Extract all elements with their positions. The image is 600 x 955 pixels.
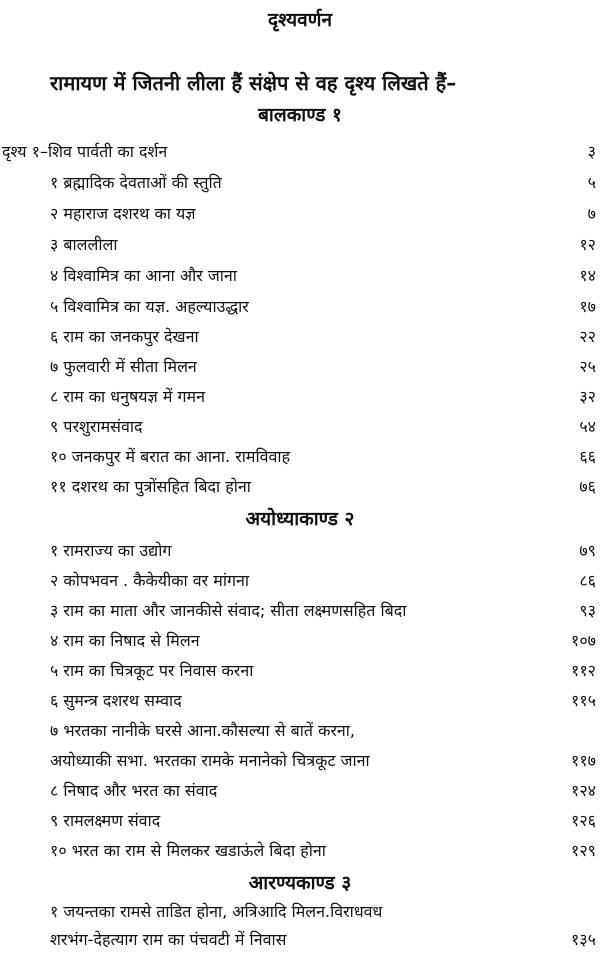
toc-row-page: १२ <box>579 235 596 254</box>
toc-row-label: ४ विश्वामित्र का आना और जाना <box>50 266 237 285</box>
toc-row <box>0 596 600 626</box>
toc-row-label: ३ राम का माता और जानकीसे संवाद; सीता लक्ष्मणसहित बिदा <box>50 601 407 620</box>
toc-row-page: ८६ <box>579 571 596 590</box>
toc-row <box>0 137 600 167</box>
toc-row-label: दृश्य १–शिव पार्वती का दर्शन <box>2 142 168 161</box>
toc-row-label: ८ राम का धनुषयज्ञ में गमन <box>50 387 205 406</box>
toc-row-label: ८ निषाद और भरत का संवाद <box>50 781 218 800</box>
toc-row <box>0 230 600 260</box>
toc-row-label: ९ परशुरामसंवाद <box>50 417 143 436</box>
toc-row <box>0 686 600 716</box>
section-heading-balkand: बालकाण्ड १ <box>258 104 342 126</box>
toc-row <box>0 626 600 656</box>
toc-row <box>0 925 600 955</box>
page-title: दृश्यवर्णन <box>267 9 333 31</box>
toc-row-page: ३ <box>587 142 596 161</box>
toc-row-label: ७ फुलवारी में सीता मिलन <box>50 357 197 376</box>
toc-row <box>0 746 600 776</box>
toc-row <box>0 382 600 412</box>
toc-row-page: १२४ <box>571 781 596 800</box>
toc-row-label: २ कोपभवन . कैकेयीका वर मांगना <box>50 571 249 590</box>
toc-row-page: २५ <box>579 357 596 376</box>
page-subtitle: रामायण में जितनी लीला हैं संक्षेप से वह दृश्य लिखते हैं– <box>50 71 457 95</box>
toc-row <box>0 566 600 596</box>
toc-row-label: १ रामराज्य का उद्योग <box>50 541 172 560</box>
toc-row-label: १० जनकपुर में बरात का आना. रामविवाह <box>50 447 291 466</box>
toc-row <box>0 322 600 352</box>
toc-row-page: ११७ <box>571 751 596 770</box>
toc-row-page: ९३ <box>579 601 596 620</box>
toc-row <box>0 897 600 927</box>
toc-row <box>0 806 600 836</box>
toc-row <box>0 352 600 382</box>
toc-row <box>0 536 600 566</box>
toc-row-page: ३२ <box>579 387 596 406</box>
toc-row-page: १२९ <box>571 841 596 860</box>
toc-row-page: ७९ <box>579 541 596 560</box>
toc-row <box>0 472 600 502</box>
toc-row-label: ६ सुमन्त्र दशरथ सम्वाद <box>50 691 182 710</box>
toc-row-label: ५ विश्वामित्र का यज्ञ. अहल्याउद्धार <box>50 297 249 316</box>
toc-row-label: १ जयन्तका रामसे ताडित होना, अत्रिआदि मिलन.विराधवध <box>50 902 383 921</box>
toc-row-page: ७ <box>587 204 596 223</box>
toc-row-page: ११५ <box>571 691 596 710</box>
toc-row <box>0 292 600 322</box>
toc-row-page: १७ <box>579 297 596 316</box>
toc-row-page: ५ <box>587 173 596 192</box>
section-heading-aranyakand: आरण्यकाण्ड ३ <box>248 872 352 894</box>
toc-row-page: ६६ <box>579 447 596 466</box>
section-heading-ayodhyakand: अयोध्याकाण्ड २ <box>245 508 355 530</box>
toc-row <box>0 656 600 686</box>
toc-row-label: ७ भरतका नानीके घरसे आना.कौसल्या से बातें करना, <box>50 721 356 740</box>
toc-row-label: ६ राम का जनकपुर देखना <box>50 327 199 346</box>
toc-row-page: १३५ <box>571 930 596 949</box>
toc-row <box>0 261 600 291</box>
toc-row-label: शरभंग-देहत्याग राम का पंचवटी में निवास <box>50 930 287 949</box>
toc-row-label: ५ राम का चित्रकूट पर निवास करना <box>50 661 254 680</box>
toc-row <box>0 716 600 746</box>
toc-row <box>0 168 600 198</box>
toc-row <box>0 199 600 229</box>
toc-row <box>0 836 600 866</box>
toc-row-label: १० भरत का राम से मिलकर खडाऊंले बिदा होना <box>50 841 326 860</box>
toc-row-label: २ महाराज दशरथ का यज्ञ <box>50 204 196 223</box>
toc-row-label: ४ राम का निषाद से मिलन <box>50 631 200 650</box>
toc-row <box>0 442 600 472</box>
toc-row-label: १ ब्रह्मादिक देवताओं की स्तुति <box>50 173 222 192</box>
toc-row-page: १४ <box>579 266 596 285</box>
toc-row-label: ९ रामलक्ष्मण संवाद <box>50 811 161 830</box>
toc-row-page: १२६ <box>571 811 596 830</box>
toc-row-page: ७६ <box>579 477 596 496</box>
toc-row-page: ५४ <box>579 417 596 436</box>
toc-row-page: १०७ <box>571 631 596 650</box>
toc-row-page: ११२ <box>571 661 596 680</box>
toc-row-page: २२ <box>579 327 596 346</box>
toc-row-label: अयोध्याकी सभा. भरतका रामके मनानेको चित्रकूट जाना <box>50 751 370 770</box>
toc-row <box>0 776 600 806</box>
toc-row-label: ३ बाललीला <box>50 235 118 254</box>
toc-row <box>0 412 600 442</box>
toc-row-label: ११ दशरथ का पुत्रोंसहित बिदा होना <box>50 477 251 496</box>
